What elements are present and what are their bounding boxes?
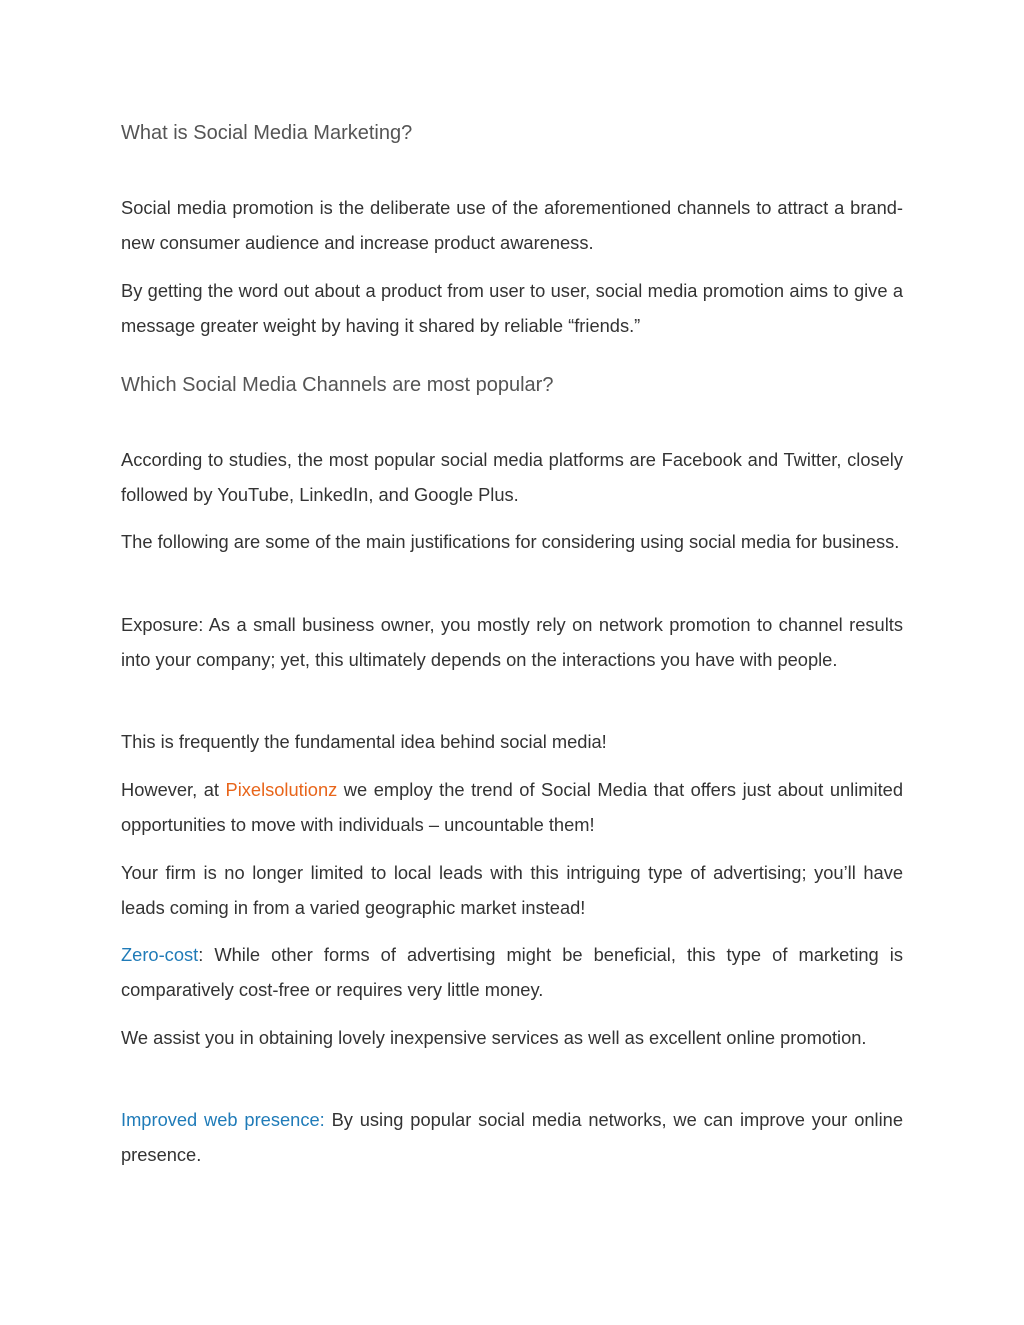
zero-cost-link[interactable]: Zero-cost: [121, 944, 199, 965]
paragraph-zero-cost: [121, 938, 903, 1007]
pixelsolutionz-link[interactable]: Pixelsolutionz: [225, 779, 338, 800]
paragraph-pixelsolutionz-rest: we employ the trend of Social Media that offers just about unlimited opportunities to move with individuals – uncountable them!: [121, 779, 903, 835]
paragraph-pixelsolutionz-lead: However, at: [121, 779, 226, 800]
improved-web-presence-link[interactable]: Improved web presence: [121, 1109, 320, 1130]
heading-what-is-social-media-marketing: What is Social Media Marketing?: [121, 122, 413, 144]
improved-web-presence-colon: :: [319, 1109, 325, 1130]
paragraph-inexpensive-services: We assist you in obtaining lovely inexpensive services as well as excellent online promotion.: [121, 1027, 867, 1048]
paragraph-zero-cost-text: : While other forms of advertising might be beneficial, this type of marketing is comparatively cost-free or requires very little money.: [121, 944, 903, 1000]
paragraph-word-of-mouth: By getting the word out about a product from user to user, social media promotion aims to give a message greater weight by having it shared by reliable “friends.”: [121, 280, 903, 336]
paragraph-definition: Social media promotion is the deliberate use of the aforementioned channels to attract a brand-new consumer audience and increase product awareness.: [121, 197, 903, 253]
paragraph-popular-platforms: According to studies, the most popular social media platforms are Facebook and Twitter, closely followed by YouTube, LinkedIn, and Google Plus.: [121, 449, 903, 505]
paragraph-geographic-market: Your firm is no longer limited to local leads with this intriguing type of advertising; you’ll have leads coming in from a varied geographic market instead!: [121, 862, 903, 918]
paragraph-justifications: The following are some of the main justifications for considering using social media for business.: [121, 531, 900, 552]
paragraph-pixelsolutionz: [121, 773, 903, 842]
heading-which-channels: Which Social Media Channels are most popular?: [121, 374, 554, 396]
paragraph-web-presence: [121, 1103, 903, 1172]
paragraph-exposure: Exposure: As a small business owner, you mostly rely on network promotion to channel results into your company; yet, this ultimately depends on the interactions you have with people.: [121, 614, 903, 670]
paragraph-web-presence-text: By using popular social media networks, we can improve your online presence.: [121, 1109, 904, 1165]
paragraph-fundamental-idea: This is frequently the fundamental idea behind social media!: [121, 731, 607, 752]
